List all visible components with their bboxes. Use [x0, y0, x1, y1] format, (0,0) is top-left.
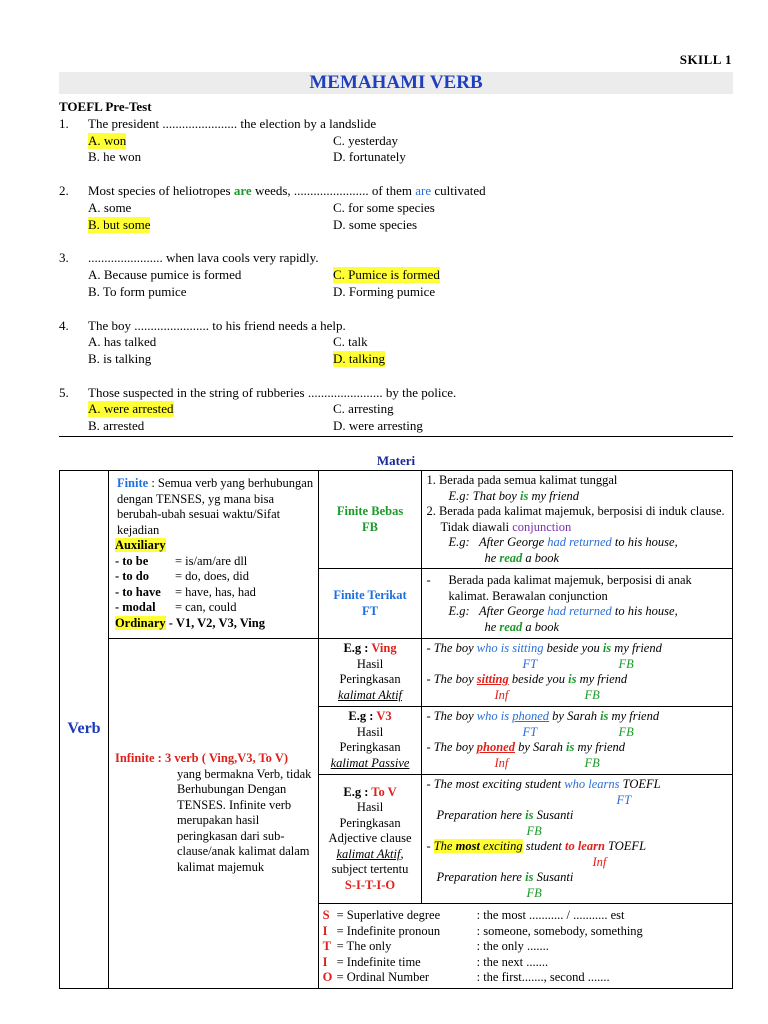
tov-prep-1-is: is: [525, 808, 534, 822]
tov-ex2-the: The: [433, 839, 456, 853]
ving-ex1-post: my friend: [611, 641, 662, 655]
sitio-key: I: [322, 954, 328, 969]
tov-ex2-dash: -: [426, 839, 434, 853]
tov-ex1-who: who learns: [564, 777, 620, 791]
q2-option-d: D. some species: [333, 217, 418, 232]
finite-bebas-abbr: FB: [362, 519, 379, 534]
tov-prep-1: [426, 808, 728, 824]
finite-bebas-label: Finite Bebas: [336, 504, 404, 518]
ving-fb-tag-2: FB: [584, 687, 600, 702]
infinite-heading: [115, 751, 314, 767]
q2-number: 2.: [59, 183, 69, 198]
tov-adjective-clause: Adjective clause: [328, 831, 412, 846]
fb-example-2: [426, 535, 728, 551]
tov-fb-tag-1: FB: [526, 823, 542, 838]
ft-eg-label: E.g:: [448, 604, 470, 618]
tov-tags-2: [426, 824, 728, 840]
finite-terikat-cell: [318, 569, 422, 639]
ving-ex1-who: who is sitting: [476, 641, 544, 655]
tov-heading: [323, 785, 418, 801]
finite-terikat-notes: [422, 569, 733, 639]
ordinary-label: Ordinary: [114, 615, 166, 630]
v3-tags-2: [426, 756, 728, 772]
verb-cell: [60, 471, 109, 989]
sitio-legend: [318, 904, 732, 989]
fb-point-2-text: 2. Berada pada kalimat majemuk, berposisi di induk clause. Tidak diawali: [426, 504, 725, 534]
tov-eg: E.g :: [343, 784, 369, 799]
v3-ex2-post: my friend: [574, 740, 626, 754]
tov-peringkasan: Peringkasan: [339, 815, 401, 830]
v3-hasil: Hasil: [356, 724, 384, 739]
q3-number: 3.: [59, 250, 69, 265]
sitio-row: [323, 939, 728, 955]
q4-option-b: B. is talking: [88, 351, 152, 366]
ft-read: read: [499, 619, 523, 634]
ving-fb-tag: FB: [618, 656, 634, 671]
ft-point-1-text: Berada pada kalimat majemuk, berposisi di anak kalimat. Berawalan conjunction: [448, 573, 692, 603]
aux-value: = is/am/are dll: [174, 553, 248, 568]
q5-option-b: B. arrested: [88, 418, 145, 433]
sitio-key: S: [322, 908, 330, 922]
finite-bebas-cell: [318, 471, 422, 569]
verb-label: Verb: [67, 720, 101, 737]
ving-label: Ving: [371, 641, 397, 655]
fb-eg-house: to his house,: [611, 535, 678, 549]
ving-ex2-mid: beside you: [508, 672, 569, 686]
q3-option-c: C. Pumice is formed: [333, 267, 440, 282]
q4-text: The boy ....................... to his friend needs a help.: [88, 318, 346, 333]
ving-examples: [422, 639, 733, 707]
q4-number: 4.: [59, 318, 69, 333]
tov-ex2-most: most: [455, 839, 480, 853]
v3-fb-tag-2: FB: [584, 755, 600, 770]
sitio-example: : someone, somebody, something: [476, 923, 643, 938]
ving-ex2-is: is: [568, 672, 577, 686]
q2-option-a: A. some: [88, 200, 132, 215]
ving-heading: [323, 641, 418, 657]
v3-ex1-pre: - The boy: [426, 709, 477, 723]
v3-heading: [323, 709, 418, 725]
ft-a-book: a book: [522, 619, 560, 634]
q1-option-a: A. won: [88, 133, 127, 148]
v3-examples: [422, 707, 733, 775]
ving-ex1-is: is: [602, 641, 612, 655]
aux-row: [115, 585, 314, 601]
ft-example: [426, 604, 728, 620]
finite-desc: : Semua verb yang berhubungan dengan TENSES, yg mana bisa berubah-ubah sesuai waktu/Sifat kejadian: [116, 476, 314, 537]
page-title: MEMAHAMI VERB: [309, 72, 483, 93]
v3-fb-tag: FB: [618, 724, 634, 739]
tov-sitio: S-I-T-I-O: [344, 877, 396, 892]
sitio-example: : the next .......: [476, 954, 549, 969]
tov-prep-2-post: Susanti: [533, 870, 574, 884]
aux-value: = can, could: [174, 600, 237, 614]
sitio-row: [323, 970, 728, 986]
sitio-example: : the only .......: [476, 939, 549, 953]
q5-option-d: D. were arresting: [333, 418, 423, 433]
tov-ex2-tolearn: to learn: [564, 839, 605, 853]
ft-point-1: [426, 573, 728, 604]
fb-example-2-cont: [426, 551, 728, 567]
v3-ex1-mid: by Sarah: [549, 709, 601, 723]
ft-had-returned: had returned: [547, 604, 612, 618]
q3-option-a: A. Because pumice is formed: [88, 267, 242, 282]
sitio-term: = The only: [336, 939, 392, 953]
ving-eg: E.g :: [343, 641, 369, 655]
v3-peringkasan: Peringkasan: [339, 740, 401, 754]
q3-option-b: B. To form pumice: [88, 284, 187, 299]
v3-ex1-phoned: phoned: [512, 709, 550, 723]
q1-number: 1.: [59, 116, 69, 131]
v3-ft-tag: FT: [522, 724, 538, 739]
ving-tags-2: [426, 688, 728, 704]
infinite-label: Infinite: [114, 751, 155, 766]
fb-a-book: a book: [522, 550, 560, 565]
sitio-example: : the most ........... / ........... est: [476, 908, 625, 922]
ving-peringkasan: Peringkasan: [339, 672, 401, 686]
v3-kalimat: kalimat Passive: [330, 755, 410, 770]
q3-text: ....................... when lava cools very rapidly.: [88, 250, 319, 265]
materi-heading: Materi: [376, 453, 416, 468]
aux-row: [115, 554, 314, 570]
tov-ex1-post: TOEFL: [619, 777, 661, 791]
ving-example-1: [426, 641, 728, 657]
fb-point-1: 1. Berada pada semua kalimat tunggal: [426, 473, 618, 487]
v3-inf-tag: Inf: [494, 755, 509, 770]
tov-hasil: Hasil: [356, 800, 384, 815]
sitio-example: : the first......., second .......: [476, 970, 610, 984]
ving-ex2-pre: - The boy: [426, 672, 477, 686]
v3-ex1-post: my friend: [608, 709, 660, 723]
q5-number: 5.: [59, 385, 69, 400]
ving-ex1-mid: beside you: [543, 641, 603, 655]
fb-example-1: [426, 489, 728, 505]
aux-key: - to be: [114, 553, 149, 568]
tov-example-1: [426, 777, 728, 793]
tov-prep-2-pre: Preparation here: [436, 870, 526, 884]
q1-option-b: B. he won: [88, 149, 142, 164]
sitio-key: I: [322, 923, 328, 938]
tov-example-2: [426, 839, 728, 855]
ving-ex2-sitting: sitting: [476, 672, 509, 686]
q2-option-c: C. for some species: [333, 200, 435, 215]
finite-terikat-abbr: FT: [362, 603, 379, 618]
tov-prep-1-pre: Preparation here: [436, 808, 526, 822]
ft-eg-house: to his house,: [611, 604, 678, 618]
ving-ex1-pre: - The boy: [426, 641, 477, 655]
fb-point-2: [426, 504, 728, 535]
tov-kalimat: [323, 847, 418, 878]
ving-ft-tag: FT: [522, 656, 538, 671]
fb-eg-label: E.g:: [448, 535, 470, 549]
tov-fb-tag-2: FB: [526, 885, 542, 900]
ving-hasil: Hasil: [356, 656, 384, 671]
fb-had-returned: had returned: [547, 535, 612, 549]
ving-cell: [318, 639, 422, 707]
sitio-row: [323, 924, 728, 940]
sitio-term: = Ordinal Number: [336, 970, 430, 984]
tov-prep-2-is: is: [525, 870, 534, 884]
finite-terikat-label: Finite Terikat: [333, 588, 407, 602]
aux-value: = do, does, did: [174, 569, 250, 583]
q4-option-c: C. talk: [333, 334, 368, 349]
tov-ex1-pre: - The most exciting student: [426, 777, 565, 791]
ving-ex2-post: my friend: [576, 672, 628, 686]
sitio-term: = Indefinite time: [336, 954, 421, 969]
fb-read: read: [499, 550, 523, 565]
tov-prep-1-post: Susanti: [533, 808, 574, 822]
q2-option-b: B. but some: [88, 217, 151, 232]
sitio-row: [323, 955, 728, 971]
aux-row: [115, 569, 314, 585]
finite-cell: [108, 471, 318, 639]
tov-subject: , subject tertentu: [331, 846, 409, 877]
q2-text-post: cultivated: [431, 183, 486, 198]
fb-eg-after: After George: [479, 535, 548, 549]
tov-kalimat-aktif: kalimat Aktif: [336, 846, 401, 861]
materi-table: [59, 470, 733, 989]
v3-ex1-who: who is: [476, 709, 513, 723]
q5-option-a: A. were arrested: [88, 401, 174, 416]
ft-eg-after: After George: [479, 604, 548, 618]
tov-tags-1: [426, 793, 728, 809]
tov-cell: [318, 775, 422, 904]
v3-ex2-pre: - The boy: [426, 740, 477, 754]
ft-dash: -: [426, 573, 431, 587]
fb-eg-he: he: [484, 550, 500, 565]
ving-example-2: [426, 672, 728, 688]
v3-ex2-mid: by Sarah: [514, 740, 567, 754]
ft-eg-he: he: [484, 619, 500, 634]
v3-label: V3: [376, 709, 392, 723]
finite-definition: [115, 476, 314, 538]
tov-ft-tag: FT: [616, 792, 632, 807]
q1-text: The president ....................... the election by a landslide: [88, 116, 377, 131]
aux-key: - to have: [114, 584, 161, 599]
tov-ex2-student: student: [522, 839, 565, 853]
fb-example-1-text: E.g: That boy: [448, 488, 520, 503]
tov-ex2-exciting: exciting: [479, 839, 523, 853]
sitio-row: [323, 908, 728, 924]
sitio-key: T: [322, 939, 331, 953]
fb-example-1-post: my friend: [528, 488, 579, 503]
v3-ex2-is: is: [566, 740, 575, 754]
infinite-desc: yang bermakna Verb, tidak Berhubungan Dengan TENSES. Infinite verb merupakan hasil peringkasan dari sub-clause/anak kalimat dalam kalimat majemuk: [176, 766, 312, 874]
section-divider: [59, 436, 733, 437]
aux-row: [115, 600, 314, 616]
infinite-kinds: ( Ving,V3, To V): [201, 751, 289, 766]
aux-key: - modal: [114, 600, 156, 614]
sitio-term: = Indefinite pronoun: [336, 923, 441, 938]
sitio-term: = Superlative degree: [336, 908, 441, 922]
v3-eg: E.g :: [348, 709, 374, 723]
finite-bebas-notes: [422, 471, 733, 569]
infinite-3verb: : 3 verb: [157, 751, 199, 766]
q1-option-d: D. fortunately: [333, 149, 406, 164]
q2-text-mid: weeds, ....................... of them: [251, 183, 416, 198]
ordinary-forms: - V1, V2, V3, Ving: [165, 615, 265, 630]
q4-option-d: D. talking: [333, 351, 385, 366]
sitio-key: O: [322, 970, 333, 984]
q2-text-pre: Most species of heliotropes: [88, 183, 234, 198]
infinite-cell: [108, 639, 318, 989]
q4-option-a: A. has talked: [88, 334, 157, 349]
aux-value: = have, has, had: [174, 584, 256, 599]
q2-are-1: are: [233, 183, 252, 198]
q1-option-c: C. yesterday: [333, 133, 398, 148]
tov-tags-3: [426, 855, 728, 871]
tov-ex2-post: TOEFL: [604, 839, 647, 853]
v3-ex2-phoned: phoned: [476, 740, 515, 754]
ving-inf-tag: Inf: [494, 687, 509, 702]
q2-text: [88, 183, 486, 199]
tov-prep-2: [426, 870, 728, 886]
fb-example-1-is: is: [519, 488, 529, 503]
v3-cell: [318, 707, 422, 775]
v3-ex1-is: is: [600, 709, 609, 723]
ving-kalimat: kalimat Aktif: [338, 687, 403, 702]
q2-are-2: are: [415, 183, 432, 198]
v3-tags-1: [426, 725, 728, 741]
tov-label: To V: [371, 784, 397, 799]
ft-example-cont: [426, 620, 728, 636]
fb-conjunction: conjunction: [512, 519, 572, 534]
auxiliary-label: Auxiliary: [114, 538, 166, 552]
finite-label: Finite: [116, 476, 149, 490]
aux-key: - to do: [114, 569, 149, 583]
q5-option-c: C. arresting: [333, 401, 394, 416]
q5-text: Those suspected in the string of rubberies ....................... by the police.: [88, 385, 457, 400]
tov-examples: [422, 775, 733, 904]
tov-tags-4: [426, 886, 728, 902]
v3-example-1: [426, 709, 728, 725]
v3-example-2: [426, 740, 728, 756]
tov-inf-tag: Inf: [592, 854, 607, 869]
q3-option-d: D. Forming pumice: [333, 284, 436, 299]
pretest-title: TOEFL Pre-Test: [59, 99, 152, 114]
ving-tags-1: [426, 657, 728, 673]
skill-label: SKILL 1: [679, 52, 732, 67]
